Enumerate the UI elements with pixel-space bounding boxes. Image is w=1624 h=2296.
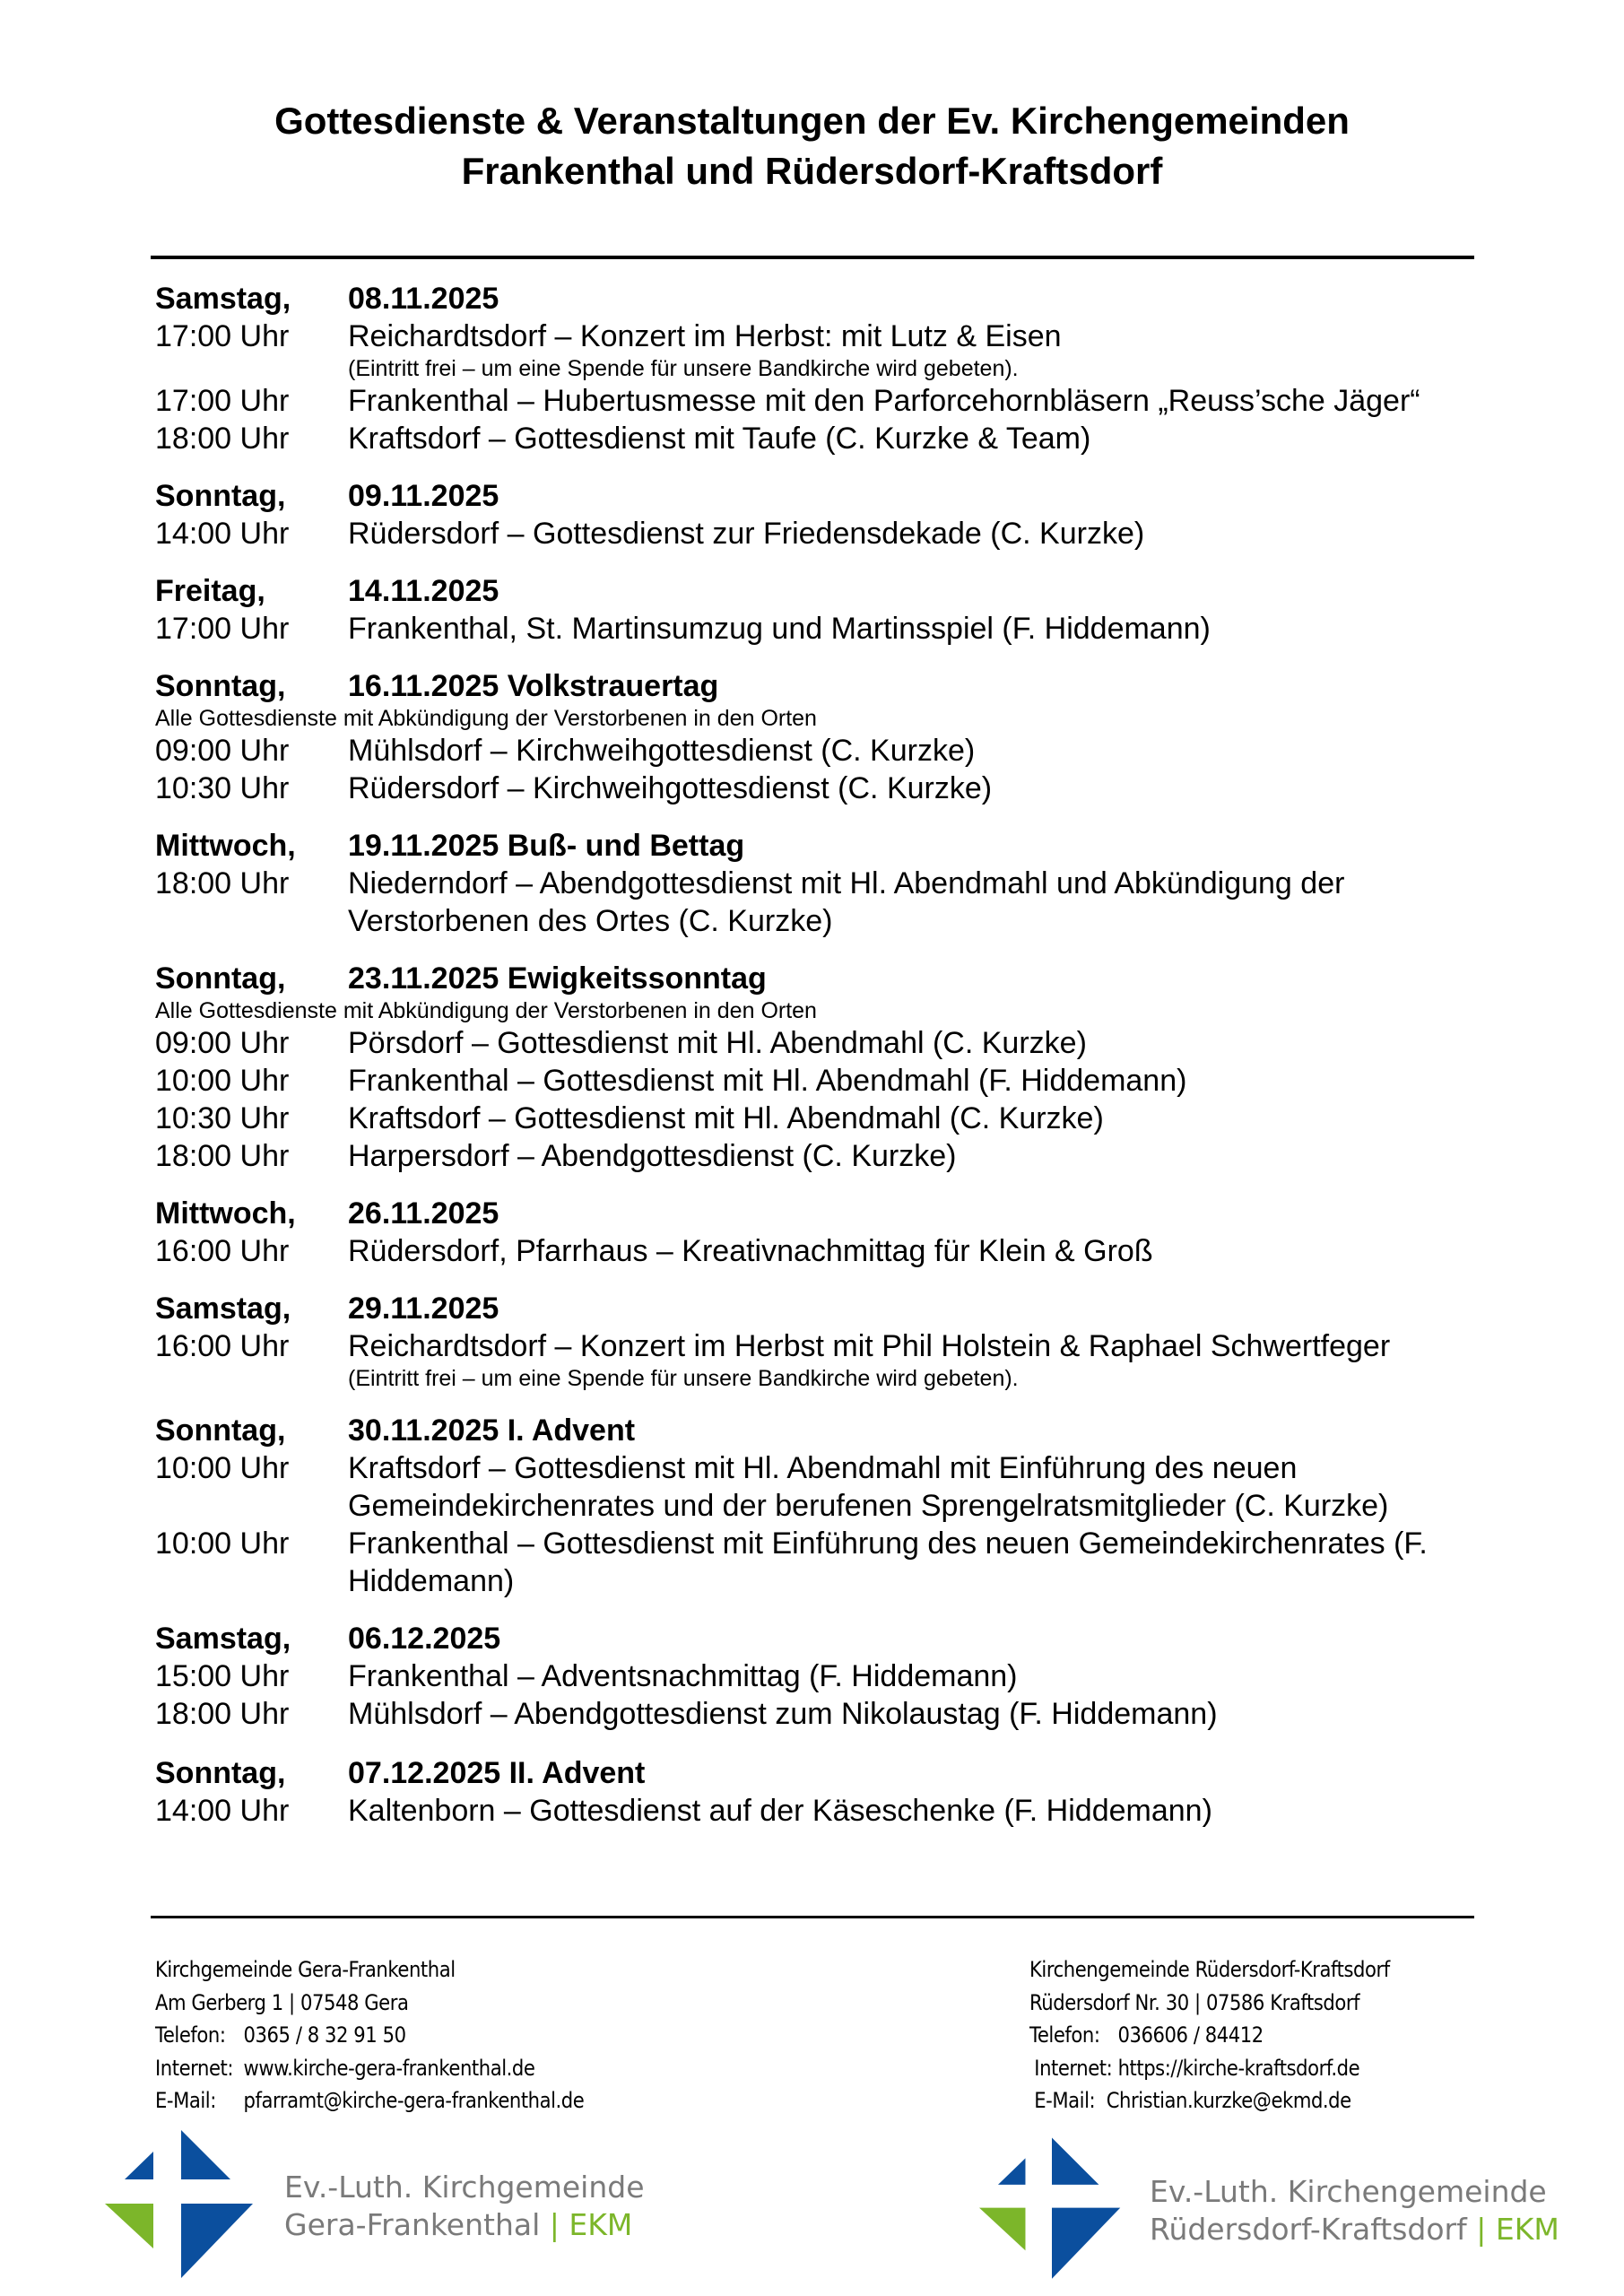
logo-line-2: Gera-Frankenthal [284, 2207, 541, 2242]
event-description: Frankenthal – Adventsnachmittag (F. Hiddemann) [348, 1659, 1018, 1693]
event-row [155, 1062, 1482, 1100]
event-description: Reichardtsdorf – Konzert im Herbst mit Phil Holstein & Raphael Schwertfeger [348, 1329, 1391, 1363]
event-description: Kraftsdorf – Gottesdienst mit Taufe (C. Kurzke & Team) [348, 422, 1091, 456]
event-description: Frankenthal – Gottesdienst mit Einführung des neuen Gemeindekirchenrates (F. Hiddemann) [348, 1526, 1428, 1598]
event-description: Rüdersdorf – Gottesdienst zur Friedensdekade (C. Kurzke) [348, 517, 1145, 551]
ekm-cross-logo-icon [105, 2130, 257, 2283]
phone-label: Telefon: [155, 2022, 226, 2048]
top-divider [151, 256, 1474, 259]
email-label: E-Mail: [1034, 2088, 1096, 2113]
event-description: Frankenthal, St. Martinsumzug und Martinsspiel (F. Hiddemann) [348, 612, 1211, 646]
event-description: Frankenthal – Hubertusmesse mit den Parforcehornbläsern „Reuss’sche Jäger“ [348, 384, 1420, 418]
weekday: Sonntag, [155, 669, 286, 703]
logo-separator: | [549, 2207, 560, 2242]
day-header [155, 477, 1482, 515]
event-time: 18:00 Uhr [155, 1697, 290, 1731]
event-row [155, 1525, 1482, 1600]
date: 16.11.2025 Volkstrauertag [348, 669, 719, 703]
day-header [155, 1412, 1482, 1449]
date: 09.11.2025 [348, 479, 499, 513]
event-time: 18:00 Uhr [155, 866, 290, 900]
event-time: 15:00 Uhr [155, 1659, 290, 1693]
event-row [155, 1792, 1482, 1830]
event-row [155, 1657, 1482, 1695]
phone-value: 0365 / 8 32 91 50 [243, 2022, 406, 2048]
ekm-cross-logo-icon [979, 2136, 1125, 2284]
day-header [155, 1290, 1482, 1327]
contact-name: Kirchengemeinde Rüdersdorf-Kraftsdorf [1029, 1957, 1390, 1982]
day-block [155, 1620, 1482, 1733]
day-header [155, 1754, 1482, 1792]
weekday: Samstag, [155, 282, 291, 316]
logo-line-2: Rüdersdorf-Kraftsdorf [1150, 2211, 1467, 2247]
logo-text [284, 2169, 645, 2244]
logo-gera-frankenthal [105, 2130, 645, 2283]
day-header [155, 572, 1482, 610]
website-link[interactable]: www.kirche-gera-frankenthal.de [243, 2055, 535, 2081]
logo-text [1150, 2173, 1559, 2248]
day-block [155, 477, 1482, 552]
event-description: Niederndorf – Abendgottesdienst mit Hl. Abendmahl und Abkündigung der Verstorbenen des Ortes (C. Kurzke) [348, 866, 1345, 938]
day-note: Alle Gottesdienste mit Abkündigung der Verstorbenen in den Orten [155, 998, 817, 1023]
date: 14.11.2025 [348, 574, 499, 608]
weekday: Mittwoch, [155, 1196, 296, 1231]
event-time: 10:00 Uhr [155, 1451, 290, 1485]
event-row [155, 317, 1482, 355]
logo-separator: | [1476, 2211, 1487, 2247]
day-header [155, 1620, 1482, 1657]
contact-address: Am Gerberg 1 | 07548 Gera [155, 1989, 409, 2015]
event-row [155, 1137, 1482, 1175]
event-row [155, 1327, 1482, 1365]
event-description: Kraftsdorf – Gottesdienst mit Hl. Abendmahl (C. Kurzke) [348, 1101, 1104, 1135]
event-time: 10:00 Uhr [155, 1526, 290, 1561]
bottom-divider [151, 1916, 1474, 1918]
day-block [155, 1412, 1482, 1600]
event-row [155, 1449, 1482, 1525]
event-time: 18:00 Uhr [155, 422, 290, 456]
event-row [155, 1024, 1482, 1062]
day-block [155, 1290, 1482, 1392]
day-block [155, 960, 1482, 1175]
phone-label: Telefon: [1029, 2022, 1100, 2048]
weekday: Samstag, [155, 1292, 291, 1326]
event-row [155, 1232, 1482, 1270]
weekday: Samstag, [155, 1622, 291, 1656]
date: 23.11.2025 Ewigkeitssonntag [348, 961, 767, 996]
weekday: Sonntag, [155, 1756, 286, 1790]
logo-line-1: Ev.-Luth. Kirchengemeinde [1150, 2173, 1547, 2209]
event-time: 09:00 Uhr [155, 734, 290, 768]
day-block [155, 280, 1482, 457]
event-description: Pörsdorf – Gottesdienst mit Hl. Abendmahl (C. Kurzke) [348, 1026, 1087, 1060]
event-description: Rüdersdorf – Kirchweihgottesdienst (C. Kurzke) [348, 771, 993, 805]
day-block [155, 1195, 1482, 1270]
logo-brand-ekm: EKM [1495, 2211, 1559, 2247]
email-link[interactable]: pfarramt@kirche-gera-frankenthal.de [243, 2088, 585, 2113]
event-time: 10:00 Uhr [155, 1064, 290, 1098]
weekday: Mittwoch, [155, 829, 296, 863]
event-description: Kraftsdorf – Gottesdienst mit Hl. Abendmahl mit Einführung des neuen Gemeindekirchenrates und der berufenen Sprengelratsmitglieder (C. Kurzke) [348, 1451, 1389, 1523]
event-time: 17:00 Uhr [155, 384, 290, 418]
date: 29.11.2025 [348, 1292, 499, 1326]
date: 06.12.2025 [348, 1622, 501, 1656]
date: 08.11.2025 [348, 282, 499, 316]
contact-address: Rüdersdorf Nr. 30 | 07586 Kraftsdorf [1029, 1989, 1360, 2015]
day-header [155, 667, 1482, 705]
event-subnote: (Eintritt frei – um eine Spende für unsere Bandkirche wird gebeten). [348, 1366, 1019, 1391]
date: 26.11.2025 [348, 1196, 499, 1231]
day-block [155, 572, 1482, 648]
page-title-line-1: Gottesdienste & Veranstaltungen der Ev. Kirchengemeinden [274, 100, 1350, 142]
event-row [155, 1695, 1482, 1733]
page-title-line-2: Frankenthal und Rüdersdorf-Kraftsdorf [461, 150, 1163, 192]
event-description: Reichardtsdorf – Konzert im Herbst: mit Lutz & Eisen [348, 319, 1062, 353]
date: 07.12.2025 II. Advent [348, 1756, 646, 1790]
contact-ruedersdorf-kraftsdorf [1029, 1953, 1390, 2118]
day-note: Alle Gottesdienste mit Abkündigung der Verstorbenen in den Orten [155, 706, 817, 731]
logo-brand-ekm: EKM [569, 2207, 633, 2242]
event-row [155, 382, 1482, 420]
contact-gera-frankenthal [155, 1953, 584, 2118]
event-time: 17:00 Uhr [155, 612, 290, 646]
event-description: Harpersdorf – Abendgottesdienst (C. Kurzke) [348, 1139, 957, 1173]
internet-label: Internet: [155, 2055, 234, 2081]
day-header [155, 960, 1482, 997]
event-schedule [155, 280, 1482, 1849]
email-link[interactable]: Christian.kurzke@ekmd.de [1106, 2088, 1351, 2113]
logo-line-1: Ev.-Luth. Kirchgemeinde [284, 2170, 645, 2205]
event-description: Rüdersdorf, Pfarrhaus – Kreativnachmittag für Klein & Groß [348, 1234, 1153, 1268]
event-row [155, 610, 1482, 648]
event-time: 16:00 Uhr [155, 1234, 290, 1268]
event-description: Kaltenborn – Gottesdienst auf der Käseschenke (F. Hiddemann) [348, 1794, 1212, 1828]
event-time: 16:00 Uhr [155, 1329, 290, 1363]
event-description: Mühlsdorf – Abendgottesdienst zum Nikolaustag (F. Hiddemann) [348, 1697, 1218, 1731]
phone-value: 036606 / 84412 [1117, 2022, 1264, 2048]
event-time: 10:30 Uhr [155, 771, 290, 805]
day-block [155, 827, 1482, 940]
date: 30.11.2025 I. Advent [348, 1413, 636, 1448]
day-block [155, 1754, 1482, 1830]
day-header [155, 1195, 1482, 1232]
weekday: Sonntag, [155, 1413, 286, 1448]
logo-ruedersdorf-kraftsdorf [979, 2136, 1559, 2284]
event-time: 18:00 Uhr [155, 1139, 290, 1173]
event-row [155, 865, 1482, 940]
day-header [155, 280, 1482, 317]
event-time: 14:00 Uhr [155, 1794, 290, 1828]
weekday: Freitag, [155, 574, 265, 608]
event-subnote: (Eintritt frei – um eine Spende für unsere Bandkirche wird gebeten). [348, 356, 1019, 381]
event-row [155, 1100, 1482, 1137]
event-time: 10:30 Uhr [155, 1101, 290, 1135]
weekday: Sonntag, [155, 961, 286, 996]
date: 19.11.2025 Buß- und Bettag [348, 829, 745, 863]
event-time: 17:00 Uhr [155, 319, 290, 353]
event-row [155, 732, 1482, 770]
event-description: Frankenthal – Gottesdienst mit Hl. Abendmahl (F. Hiddemann) [348, 1064, 1187, 1098]
website-link[interactable]: https://kirche-kraftsdorf.de [1117, 2055, 1360, 2081]
event-time: 14:00 Uhr [155, 517, 290, 551]
weekday: Sonntag, [155, 479, 286, 513]
day-header [155, 827, 1482, 865]
event-description: Mühlsdorf – Kirchweihgottesdienst (C. Kurzke) [348, 734, 976, 768]
internet-label: Internet: [1034, 2055, 1113, 2081]
event-row [155, 770, 1482, 807]
email-label: E-Mail: [155, 2088, 216, 2113]
event-time: 09:00 Uhr [155, 1026, 290, 1060]
day-block [155, 667, 1482, 807]
event-row [155, 515, 1482, 552]
contact-name: Kirchgemeinde Gera-Frankenthal [155, 1957, 456, 1982]
event-row [155, 420, 1482, 457]
